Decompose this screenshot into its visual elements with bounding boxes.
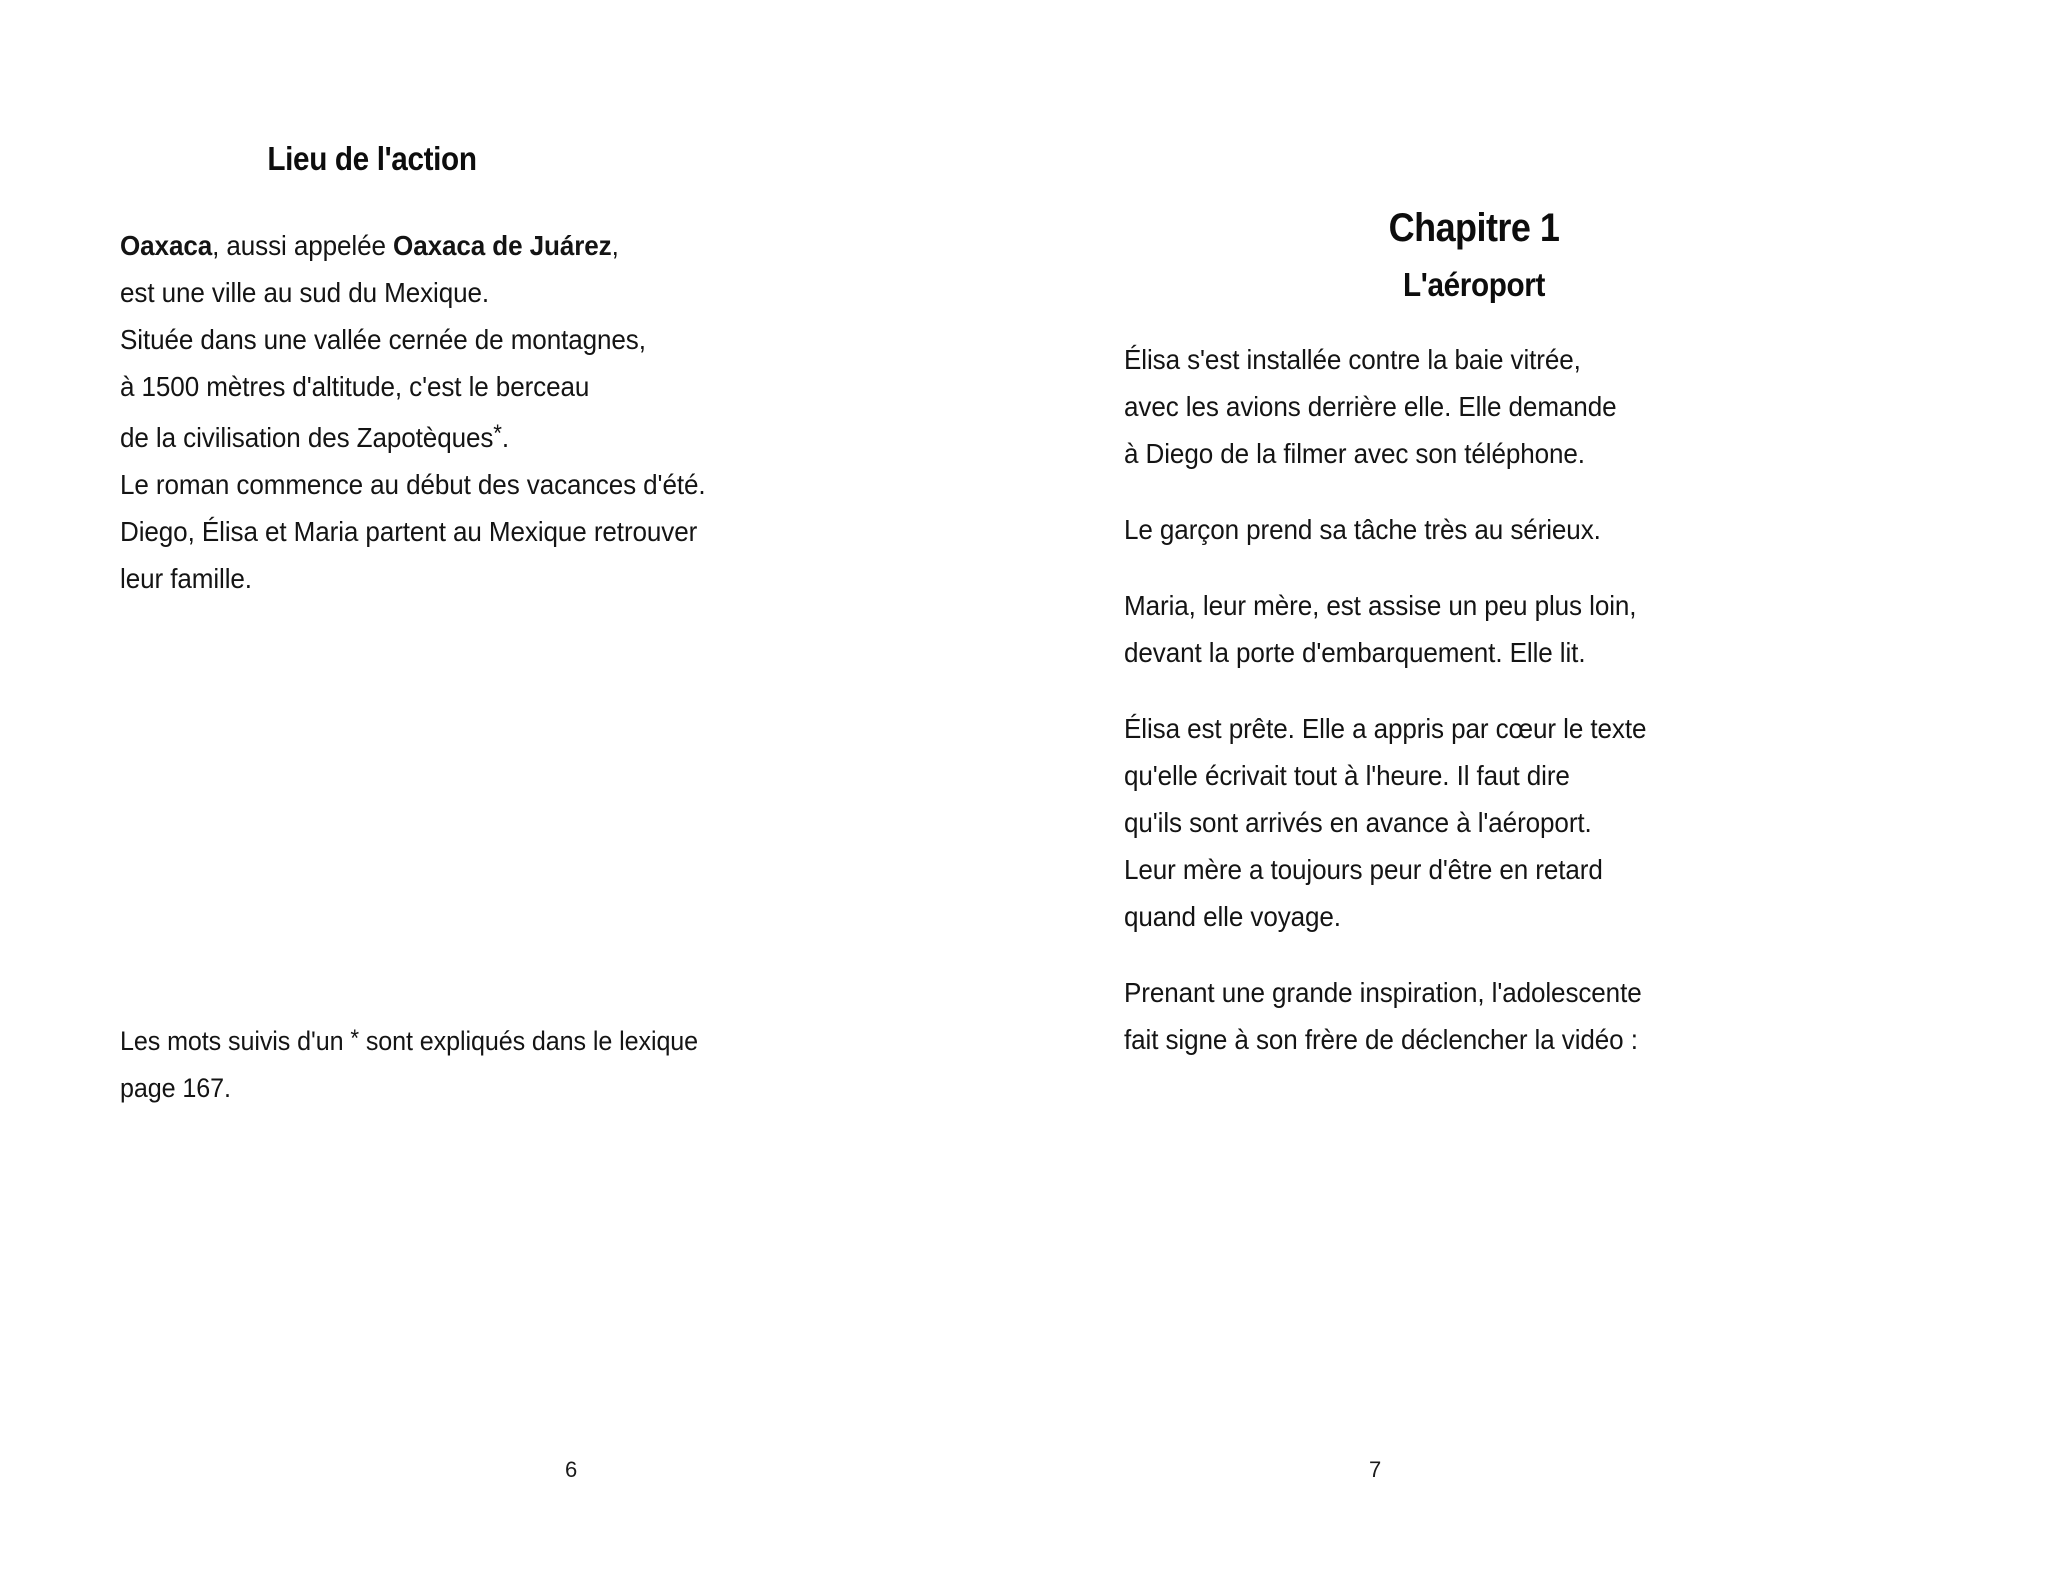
text-line [120, 363, 808, 410]
text-run: Le garçon prend sa tâche très au sérieux. [1124, 514, 1601, 545]
text-run: . [501, 422, 510, 453]
text-run: quand elle voyage. [1124, 901, 1341, 932]
paragraph [1124, 336, 1812, 477]
text-line [1124, 506, 1812, 553]
text-run: page 167. [120, 1073, 231, 1103]
text-run: Diego, Élisa et Maria partent au Mexique retrouver [120, 516, 698, 547]
text-line [1124, 893, 1812, 940]
text-run: qu'ils sont arrivés en avance à l'aéroport. [1124, 807, 1592, 838]
footnote-asterisk: * [493, 420, 502, 447]
section-title: Lieu de l'action [267, 140, 477, 177]
text-run: Maria, leur mère, est assise un peu plus loin, [1124, 590, 1637, 621]
page-right-content-area [1124, 0, 1824, 1575]
footnote-asterisk: * [350, 1025, 359, 1052]
text-run: Située dans une vallée cernée de montagnes, [120, 324, 646, 355]
paragraph [1124, 969, 1812, 1063]
text-run: fait signe à son frère de déclencher la vidéo : [1124, 1024, 1638, 1055]
text-run: à Diego de la filmer avec son téléphone. [1124, 438, 1585, 469]
page-number-left: 6 [565, 1457, 578, 1482]
text-line [120, 555, 808, 602]
text-line [1124, 629, 1812, 676]
paragraph [1124, 582, 1812, 676]
text-line [1124, 799, 1812, 846]
text-run: devant la porte d'embarquement. Elle lit. [1124, 637, 1586, 668]
chapter-number: Chapitre 1 [1388, 206, 1560, 250]
paragraph [1124, 506, 1812, 553]
text-run: de la civilisation des Zapotèques [120, 422, 494, 453]
text-run: , aussi appelée [212, 230, 394, 261]
text-line [120, 1065, 808, 1112]
paragraph [1124, 705, 1812, 940]
text-run: à 1500 mètres d'altitude, c'est le berceau [120, 371, 590, 402]
text-run: Leur mère a toujours peur d'être en retard [1124, 854, 1603, 885]
text-line [1124, 430, 1812, 477]
chapter-heading [1124, 208, 1824, 301]
page-left-content-area [120, 0, 820, 1575]
text-run: leur famille. [120, 563, 252, 594]
text-run: Le roman commence au début des vacances d'été. [120, 469, 706, 500]
text-run: Élisa est prête. Elle a appris par cœur le texte [1124, 713, 1647, 744]
text-line [1124, 969, 1812, 1016]
text-line [1124, 752, 1812, 799]
text-line [120, 269, 808, 316]
right-page-body-text [1124, 336, 1812, 1063]
text-line [1124, 383, 1812, 430]
text-line [120, 222, 808, 269]
text-line [1124, 705, 1812, 752]
text-run: Prenant une grande inspiration, l'adolescente [1124, 977, 1642, 1008]
text-line [1124, 336, 1812, 383]
text-line [120, 461, 808, 508]
text-run: sont expliqués dans le lexique [358, 1026, 699, 1056]
text-line [120, 1015, 808, 1065]
page-number-right: 7 [1369, 1457, 1382, 1482]
footnote-lexique-note [120, 1015, 808, 1112]
text-run: , [611, 230, 619, 261]
text-line [1124, 1016, 1812, 1063]
bold-run: Oaxaca de Juárez [393, 230, 612, 261]
text-line [1124, 582, 1812, 629]
paragraph [120, 222, 808, 602]
page-right [1024, 0, 2048, 1575]
text-line [120, 508, 808, 555]
chapter-title: L'aéroport [1402, 266, 1546, 303]
text-run: Élisa s'est installée contre la baie vitrée, [1124, 344, 1581, 375]
left-page-body-text [120, 222, 808, 602]
text-line [120, 316, 808, 363]
bold-run: Oaxaca [120, 230, 213, 261]
text-line [120, 410, 808, 461]
text-run: Les mots suivis d'un [120, 1026, 351, 1056]
text-run: qu'elle écrivait tout à l'heure. Il faut dire [1124, 760, 1570, 791]
text-run: avec les avions derrière elle. Elle demande [1124, 391, 1617, 422]
text-line [1124, 846, 1812, 893]
text-run: est une ville au sud du Mexique. [120, 277, 490, 308]
paragraph [120, 1015, 808, 1112]
